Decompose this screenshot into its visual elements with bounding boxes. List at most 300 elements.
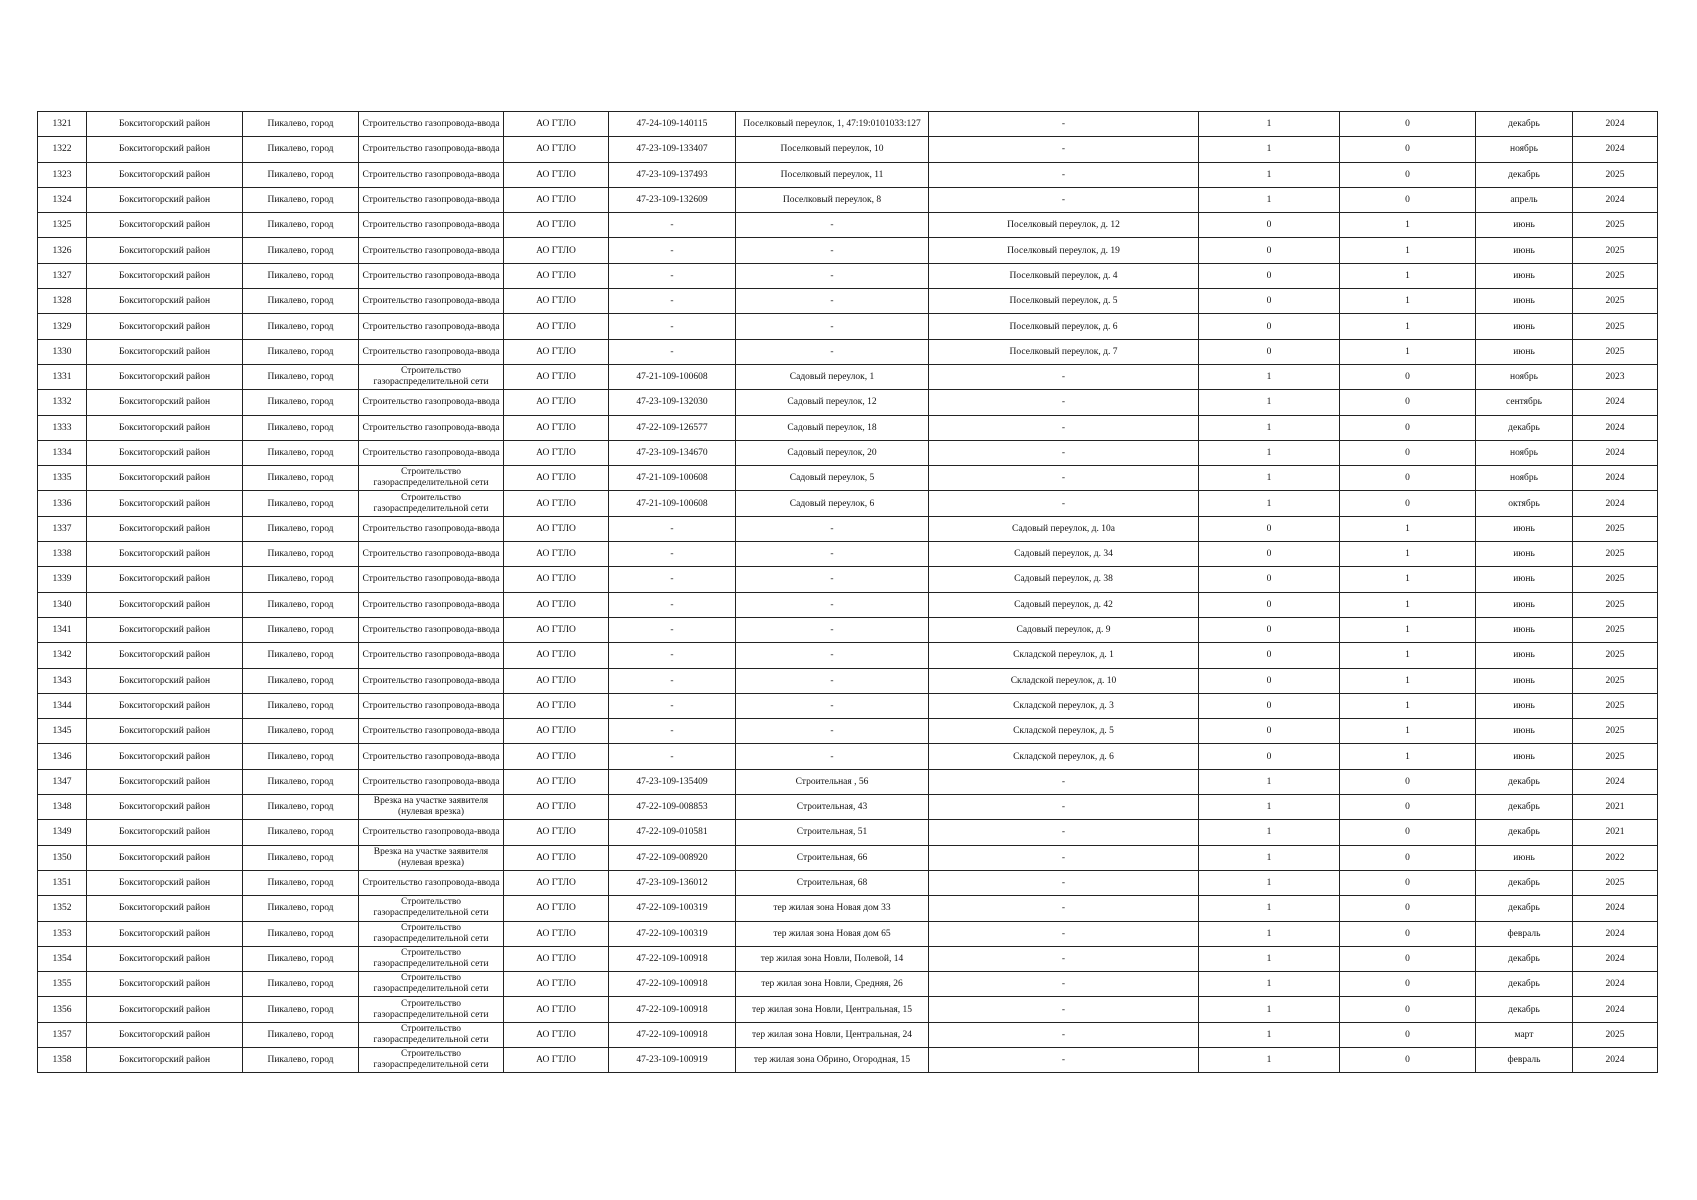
cell-application-number: 47-22-109-010581 xyxy=(609,820,736,845)
cell-year: 2024 xyxy=(1573,972,1658,997)
cell-row-number: 1354 xyxy=(38,946,87,971)
cell-settlement: Пикалево, город xyxy=(243,921,359,946)
cell-row-number: 1324 xyxy=(38,187,87,212)
cell-month: декабрь xyxy=(1476,972,1573,997)
cell-address: Строительная, 66 xyxy=(736,845,929,870)
cell-object-address: Складской переулок, д. 3 xyxy=(929,693,1199,718)
cell-object-address: Садовый переулок, д. 10а xyxy=(929,516,1199,541)
cell-address: - xyxy=(736,693,929,718)
table-row xyxy=(38,921,1658,946)
cell-year: 2025 xyxy=(1573,567,1658,592)
table-row xyxy=(38,542,1658,567)
cell-address: - xyxy=(736,516,929,541)
cell-settlement: Пикалево, город xyxy=(243,187,359,212)
cell-district: Бокситогорский район xyxy=(87,592,243,617)
cell-count-a: 0 xyxy=(1199,643,1340,668)
cell-organization: АО ГТЛО xyxy=(504,668,609,693)
cell-count-b: 0 xyxy=(1340,921,1476,946)
cell-month: июнь xyxy=(1476,567,1573,592)
table-row xyxy=(38,946,1658,971)
table-row xyxy=(38,617,1658,642)
cell-work-type: Строительство газопровода-ввода xyxy=(359,769,504,794)
cell-work-type: Строительство газопровода-ввода xyxy=(359,137,504,162)
cell-address: Садовый переулок, 12 xyxy=(736,390,929,415)
cell-district: Бокситогорский район xyxy=(87,491,243,516)
cell-month: декабрь xyxy=(1476,896,1573,921)
cell-month: февраль xyxy=(1476,1047,1573,1072)
cell-object-address: - xyxy=(929,845,1199,870)
cell-address: - xyxy=(736,314,929,339)
cell-row-number: 1358 xyxy=(38,1047,87,1072)
cell-settlement: Пикалево, город xyxy=(243,112,359,137)
cell-count-a: 0 xyxy=(1199,289,1340,314)
cell-object-address: Складской переулок, д. 5 xyxy=(929,719,1199,744)
cell-settlement: Пикалево, город xyxy=(243,617,359,642)
cell-object-address: - xyxy=(929,112,1199,137)
cell-settlement: Пикалево, город xyxy=(243,263,359,288)
cell-row-number: 1325 xyxy=(38,213,87,238)
cell-address: Садовый переулок, 5 xyxy=(736,466,929,491)
cell-organization: АО ГТЛО xyxy=(504,719,609,744)
cell-object-address: Поселковый переулок, д. 7 xyxy=(929,339,1199,364)
cell-work-type: Строительство газопровода-ввода xyxy=(359,314,504,339)
table-row xyxy=(38,719,1658,744)
cell-organization: АО ГТЛО xyxy=(504,1047,609,1072)
cell-district: Бокситогорский район xyxy=(87,870,243,895)
cell-year: 2025 xyxy=(1573,162,1658,187)
cell-address: Садовый переулок, 6 xyxy=(736,491,929,516)
cell-count-b: 1 xyxy=(1340,289,1476,314)
cell-district: Бокситогорский район xyxy=(87,896,243,921)
cell-work-type: Строительство газопровода-ввода xyxy=(359,162,504,187)
cell-application-number: 47-23-109-132609 xyxy=(609,187,736,212)
cell-count-a: 1 xyxy=(1199,364,1340,389)
cell-district: Бокситогорский район xyxy=(87,1047,243,1072)
cell-row-number: 1347 xyxy=(38,769,87,794)
cell-object-address: - xyxy=(929,162,1199,187)
cell-count-b: 1 xyxy=(1340,592,1476,617)
cell-application-number: 47-23-109-136012 xyxy=(609,870,736,895)
cell-district: Бокситогорский район xyxy=(87,440,243,465)
cell-count-b: 1 xyxy=(1340,668,1476,693)
cell-organization: АО ГТЛО xyxy=(504,263,609,288)
cell-count-b: 0 xyxy=(1340,845,1476,870)
cell-row-number: 1327 xyxy=(38,263,87,288)
cell-district: Бокситогорский район xyxy=(87,997,243,1022)
cell-organization: АО ГТЛО xyxy=(504,820,609,845)
cell-organization: АО ГТЛО xyxy=(504,744,609,769)
cell-count-b: 0 xyxy=(1340,1047,1476,1072)
cell-month: декабрь xyxy=(1476,112,1573,137)
cell-count-a: 0 xyxy=(1199,213,1340,238)
cell-work-type: Строительство газопровода-ввода xyxy=(359,440,504,465)
cell-settlement: Пикалево, город xyxy=(243,567,359,592)
cell-settlement: Пикалево, город xyxy=(243,314,359,339)
cell-application-number: 47-22-109-008920 xyxy=(609,845,736,870)
cell-year: 2025 xyxy=(1573,870,1658,895)
cell-settlement: Пикалево, город xyxy=(243,339,359,364)
cell-object-address: - xyxy=(929,187,1199,212)
table-row xyxy=(38,491,1658,516)
cell-count-b: 1 xyxy=(1340,542,1476,567)
cell-month: июнь xyxy=(1476,314,1573,339)
cell-object-address: - xyxy=(929,769,1199,794)
cell-month: июнь xyxy=(1476,643,1573,668)
cell-object-address: Садовый переулок, д. 42 xyxy=(929,592,1199,617)
cell-object-address: - xyxy=(929,997,1199,1022)
cell-month: июнь xyxy=(1476,263,1573,288)
cell-year: 2024 xyxy=(1573,997,1658,1022)
cell-work-type: Строительство газопровода-ввода xyxy=(359,617,504,642)
table-row xyxy=(38,1022,1658,1047)
cell-year: 2025 xyxy=(1573,542,1658,567)
cell-application-number: 47-22-109-008853 xyxy=(609,795,736,820)
cell-object-address: - xyxy=(929,870,1199,895)
cell-month: июнь xyxy=(1476,542,1573,567)
cell-application-number: 47-21-109-100608 xyxy=(609,466,736,491)
table-row xyxy=(38,693,1658,718)
cell-settlement: Пикалево, город xyxy=(243,213,359,238)
cell-work-type: Строительство газопровода-ввода xyxy=(359,516,504,541)
cell-organization: АО ГТЛО xyxy=(504,137,609,162)
cell-object-address: - xyxy=(929,946,1199,971)
cell-address: - xyxy=(736,339,929,364)
cell-district: Бокситогорский район xyxy=(87,289,243,314)
table-row xyxy=(38,592,1658,617)
cell-organization: АО ГТЛО xyxy=(504,643,609,668)
cell-month: июнь xyxy=(1476,289,1573,314)
cell-address: Поселковый переулок, 8 xyxy=(736,187,929,212)
cell-settlement: Пикалево, город xyxy=(243,693,359,718)
cell-application-number: - xyxy=(609,238,736,263)
cell-application-number: - xyxy=(609,542,736,567)
cell-application-number: - xyxy=(609,263,736,288)
cell-organization: АО ГТЛО xyxy=(504,187,609,212)
cell-month: ноябрь xyxy=(1476,137,1573,162)
table-row xyxy=(38,972,1658,997)
cell-row-number: 1334 xyxy=(38,440,87,465)
cell-settlement: Пикалево, город xyxy=(243,238,359,263)
cell-address: тер жилая зона Обрино, Огородная, 15 xyxy=(736,1047,929,1072)
cell-month: июнь xyxy=(1476,744,1573,769)
cell-work-type: Строительство газопровода-ввода xyxy=(359,263,504,288)
cell-year: 2025 xyxy=(1573,693,1658,718)
cell-row-number: 1333 xyxy=(38,415,87,440)
cell-address: Садовый переулок, 20 xyxy=(736,440,929,465)
cell-row-number: 1341 xyxy=(38,617,87,642)
cell-row-number: 1348 xyxy=(38,795,87,820)
cell-work-type: Строительство газопровода-ввода xyxy=(359,870,504,895)
cell-work-type: Строительство газопровода-ввода xyxy=(359,238,504,263)
cell-district: Бокситогорский район xyxy=(87,668,243,693)
cell-work-type: Врезка на участке заявителя (нулевая врезка) xyxy=(359,795,504,820)
cell-organization: АО ГТЛО xyxy=(504,870,609,895)
cell-address: тер жилая зона Новли, Центральная, 15 xyxy=(736,997,929,1022)
cell-work-type: Строительство газораспределительной сети xyxy=(359,364,504,389)
cell-year: 2025 xyxy=(1573,314,1658,339)
table-row xyxy=(38,440,1658,465)
cell-address: тер жилая зона Новли, Полевой, 14 xyxy=(736,946,929,971)
cell-work-type: Строительство газораспределительной сети xyxy=(359,491,504,516)
table-row xyxy=(38,744,1658,769)
cell-settlement: Пикалево, город xyxy=(243,972,359,997)
cell-district: Бокситогорский район xyxy=(87,845,243,870)
cell-row-number: 1357 xyxy=(38,1022,87,1047)
cell-address: тер жилая зона Новая дом 33 xyxy=(736,896,929,921)
cell-row-number: 1337 xyxy=(38,516,87,541)
cell-row-number: 1330 xyxy=(38,339,87,364)
cell-organization: АО ГТЛО xyxy=(504,440,609,465)
cell-settlement: Пикалево, город xyxy=(243,946,359,971)
cell-row-number: 1343 xyxy=(38,668,87,693)
cell-count-b: 1 xyxy=(1340,339,1476,364)
cell-settlement: Пикалево, город xyxy=(243,795,359,820)
cell-settlement: Пикалево, город xyxy=(243,542,359,567)
table-row xyxy=(38,314,1658,339)
cell-object-address: Поселковый переулок, д. 12 xyxy=(929,213,1199,238)
cell-year: 2024 xyxy=(1573,921,1658,946)
cell-work-type: Строительство газопровода-ввода xyxy=(359,187,504,212)
cell-year: 2021 xyxy=(1573,820,1658,845)
cell-row-number: 1356 xyxy=(38,997,87,1022)
cell-work-type: Строительство газопровода-ввода xyxy=(359,289,504,314)
cell-count-b: 0 xyxy=(1340,440,1476,465)
cell-district: Бокситогорский район xyxy=(87,567,243,592)
cell-count-b: 0 xyxy=(1340,187,1476,212)
table-row xyxy=(38,213,1658,238)
cell-organization: АО ГТЛО xyxy=(504,339,609,364)
cell-count-a: 1 xyxy=(1199,390,1340,415)
cell-count-b: 0 xyxy=(1340,769,1476,794)
cell-object-address: Поселковый переулок, д. 6 xyxy=(929,314,1199,339)
cell-object-address: - xyxy=(929,921,1199,946)
table-row xyxy=(38,289,1658,314)
cell-settlement: Пикалево, город xyxy=(243,466,359,491)
cell-count-a: 1 xyxy=(1199,415,1340,440)
cell-month: декабрь xyxy=(1476,820,1573,845)
cell-work-type: Строительство газопровода-ввода xyxy=(359,567,504,592)
cell-work-type: Строительство газораспределительной сети xyxy=(359,1022,504,1047)
cell-address: Строительная, 43 xyxy=(736,795,929,820)
cell-row-number: 1345 xyxy=(38,719,87,744)
cell-month: февраль xyxy=(1476,921,1573,946)
table-row xyxy=(38,339,1658,364)
cell-application-number: - xyxy=(609,339,736,364)
cell-organization: АО ГТЛО xyxy=(504,390,609,415)
cell-count-b: 0 xyxy=(1340,491,1476,516)
cell-count-a: 0 xyxy=(1199,339,1340,364)
cell-count-b: 1 xyxy=(1340,516,1476,541)
cell-district: Бокситогорский район xyxy=(87,516,243,541)
cell-year: 2025 xyxy=(1573,238,1658,263)
cell-count-b: 0 xyxy=(1340,870,1476,895)
cell-count-a: 1 xyxy=(1199,1022,1340,1047)
cell-year: 2025 xyxy=(1573,289,1658,314)
cell-count-b: 1 xyxy=(1340,567,1476,592)
cell-address: - xyxy=(736,213,929,238)
cell-application-number: 47-22-109-100918 xyxy=(609,946,736,971)
cell-work-type: Строительство газопровода-ввода xyxy=(359,744,504,769)
table-row xyxy=(38,466,1658,491)
cell-organization: АО ГТЛО xyxy=(504,921,609,946)
cell-year: 2024 xyxy=(1573,137,1658,162)
cell-district: Бокситогорский район xyxy=(87,921,243,946)
cell-address: тер жилая зона Новли, Центральная, 24 xyxy=(736,1022,929,1047)
cell-work-type: Строительство газопровода-ввода xyxy=(359,390,504,415)
cell-month: декабрь xyxy=(1476,415,1573,440)
table-row xyxy=(38,390,1658,415)
cell-count-a: 0 xyxy=(1199,567,1340,592)
cell-count-b: 1 xyxy=(1340,263,1476,288)
cell-object-address: - xyxy=(929,1022,1199,1047)
cell-address: Садовый переулок, 1 xyxy=(736,364,929,389)
cell-count-b: 1 xyxy=(1340,617,1476,642)
cell-district: Бокситогорский район xyxy=(87,744,243,769)
cell-object-address: Садовый переулок, д. 38 xyxy=(929,567,1199,592)
cell-district: Бокситогорский район xyxy=(87,238,243,263)
cell-month: декабрь xyxy=(1476,870,1573,895)
cell-count-a: 0 xyxy=(1199,238,1340,263)
cell-object-address: - xyxy=(929,820,1199,845)
cell-object-address: - xyxy=(929,364,1199,389)
cell-count-b: 0 xyxy=(1340,466,1476,491)
cell-month: декабрь xyxy=(1476,946,1573,971)
table-row xyxy=(38,643,1658,668)
cell-count-a: 1 xyxy=(1199,466,1340,491)
cell-application-number: 47-23-109-133407 xyxy=(609,137,736,162)
cell-district: Бокситогорский район xyxy=(87,643,243,668)
cell-organization: АО ГТЛО xyxy=(504,592,609,617)
table-row xyxy=(38,263,1658,288)
cell-settlement: Пикалево, город xyxy=(243,997,359,1022)
cell-organization: АО ГТЛО xyxy=(504,112,609,137)
cell-count-b: 0 xyxy=(1340,997,1476,1022)
cell-address: - xyxy=(736,263,929,288)
cell-count-b: 0 xyxy=(1340,972,1476,997)
table-row xyxy=(38,668,1658,693)
cell-application-number: 47-23-109-134670 xyxy=(609,440,736,465)
cell-year: 2025 xyxy=(1573,339,1658,364)
cell-object-address: - xyxy=(929,137,1199,162)
cell-application-number: - xyxy=(609,516,736,541)
cell-count-a: 0 xyxy=(1199,617,1340,642)
cell-count-a: 0 xyxy=(1199,516,1340,541)
cell-row-number: 1335 xyxy=(38,466,87,491)
cell-address: - xyxy=(736,592,929,617)
cell-row-number: 1352 xyxy=(38,896,87,921)
cell-district: Бокситогорский район xyxy=(87,946,243,971)
table-row xyxy=(38,162,1658,187)
cell-row-number: 1349 xyxy=(38,820,87,845)
cell-work-type: Строительство газопровода-ввода xyxy=(359,542,504,567)
cell-month: октябрь xyxy=(1476,491,1573,516)
cell-organization: АО ГТЛО xyxy=(504,693,609,718)
cell-settlement: Пикалево, город xyxy=(243,870,359,895)
cell-year: 2024 xyxy=(1573,946,1658,971)
cell-address: - xyxy=(736,617,929,642)
cell-work-type: Строительство газопровода-ввода xyxy=(359,213,504,238)
cell-work-type: Строительство газопровода-ввода xyxy=(359,112,504,137)
cell-month: декабрь xyxy=(1476,162,1573,187)
cell-application-number: 47-21-109-100608 xyxy=(609,364,736,389)
cell-count-a: 1 xyxy=(1199,896,1340,921)
cell-application-number: - xyxy=(609,643,736,668)
cell-year: 2022 xyxy=(1573,845,1658,870)
cell-settlement: Пикалево, город xyxy=(243,137,359,162)
cell-organization: АО ГТЛО xyxy=(504,567,609,592)
cell-year: 2025 xyxy=(1573,263,1658,288)
cell-settlement: Пикалево, город xyxy=(243,390,359,415)
cell-count-a: 1 xyxy=(1199,137,1340,162)
cell-row-number: 1346 xyxy=(38,744,87,769)
cell-organization: АО ГТЛО xyxy=(504,1022,609,1047)
cell-count-b: 0 xyxy=(1340,390,1476,415)
cell-district: Бокситогорский район xyxy=(87,415,243,440)
cell-address: - xyxy=(736,719,929,744)
cell-month: ноябрь xyxy=(1476,466,1573,491)
cell-address: - xyxy=(736,289,929,314)
cell-work-type: Строительство газопровода-ввода xyxy=(359,339,504,364)
cell-work-type: Строительство газопровода-ввода xyxy=(359,668,504,693)
cell-organization: АО ГТЛО xyxy=(504,845,609,870)
cell-row-number: 1351 xyxy=(38,870,87,895)
cell-application-number: 47-24-109-140115 xyxy=(609,112,736,137)
cell-year: 2024 xyxy=(1573,112,1658,137)
cell-organization: АО ГТЛО xyxy=(504,896,609,921)
cell-work-type: Строительство газораспределительной сети xyxy=(359,921,504,946)
cell-settlement: Пикалево, город xyxy=(243,516,359,541)
table-row xyxy=(38,845,1658,870)
cell-district: Бокситогорский район xyxy=(87,820,243,845)
cell-month: июнь xyxy=(1476,516,1573,541)
cell-count-a: 1 xyxy=(1199,820,1340,845)
cell-application-number: - xyxy=(609,289,736,314)
cell-year: 2025 xyxy=(1573,744,1658,769)
cell-address: - xyxy=(736,567,929,592)
cell-application-number: 47-22-109-100918 xyxy=(609,972,736,997)
cell-year: 2025 xyxy=(1573,516,1658,541)
cell-district: Бокситогорский район xyxy=(87,719,243,744)
cell-row-number: 1329 xyxy=(38,314,87,339)
cell-work-type: Врезка на участке заявителя (нулевая врезка) xyxy=(359,845,504,870)
cell-count-b: 0 xyxy=(1340,1022,1476,1047)
cell-settlement: Пикалево, город xyxy=(243,820,359,845)
cell-district: Бокситогорский район xyxy=(87,187,243,212)
cell-object-address: Складской переулок, д. 10 xyxy=(929,668,1199,693)
cell-count-b: 0 xyxy=(1340,415,1476,440)
cell-organization: АО ГТЛО xyxy=(504,238,609,263)
cell-year: 2025 xyxy=(1573,719,1658,744)
cell-count-b: 1 xyxy=(1340,744,1476,769)
cell-count-b: 0 xyxy=(1340,162,1476,187)
cell-organization: АО ГТЛО xyxy=(504,415,609,440)
cell-object-address: - xyxy=(929,466,1199,491)
cell-month: июнь xyxy=(1476,238,1573,263)
cell-work-type: Строительство газораспределительной сети xyxy=(359,466,504,491)
cell-object-address: Поселковый переулок, д. 4 xyxy=(929,263,1199,288)
cell-application-number: 47-23-109-135409 xyxy=(609,769,736,794)
cell-application-number: - xyxy=(609,719,736,744)
table-row xyxy=(38,187,1658,212)
cell-work-type: Строительство газораспределительной сети xyxy=(359,1047,504,1072)
cell-address: Строительная, 68 xyxy=(736,870,929,895)
table-row xyxy=(38,567,1658,592)
cell-address: - xyxy=(736,744,929,769)
cell-organization: АО ГТЛО xyxy=(504,769,609,794)
cell-count-b: 0 xyxy=(1340,364,1476,389)
cell-application-number: - xyxy=(609,668,736,693)
cell-month: июнь xyxy=(1476,592,1573,617)
